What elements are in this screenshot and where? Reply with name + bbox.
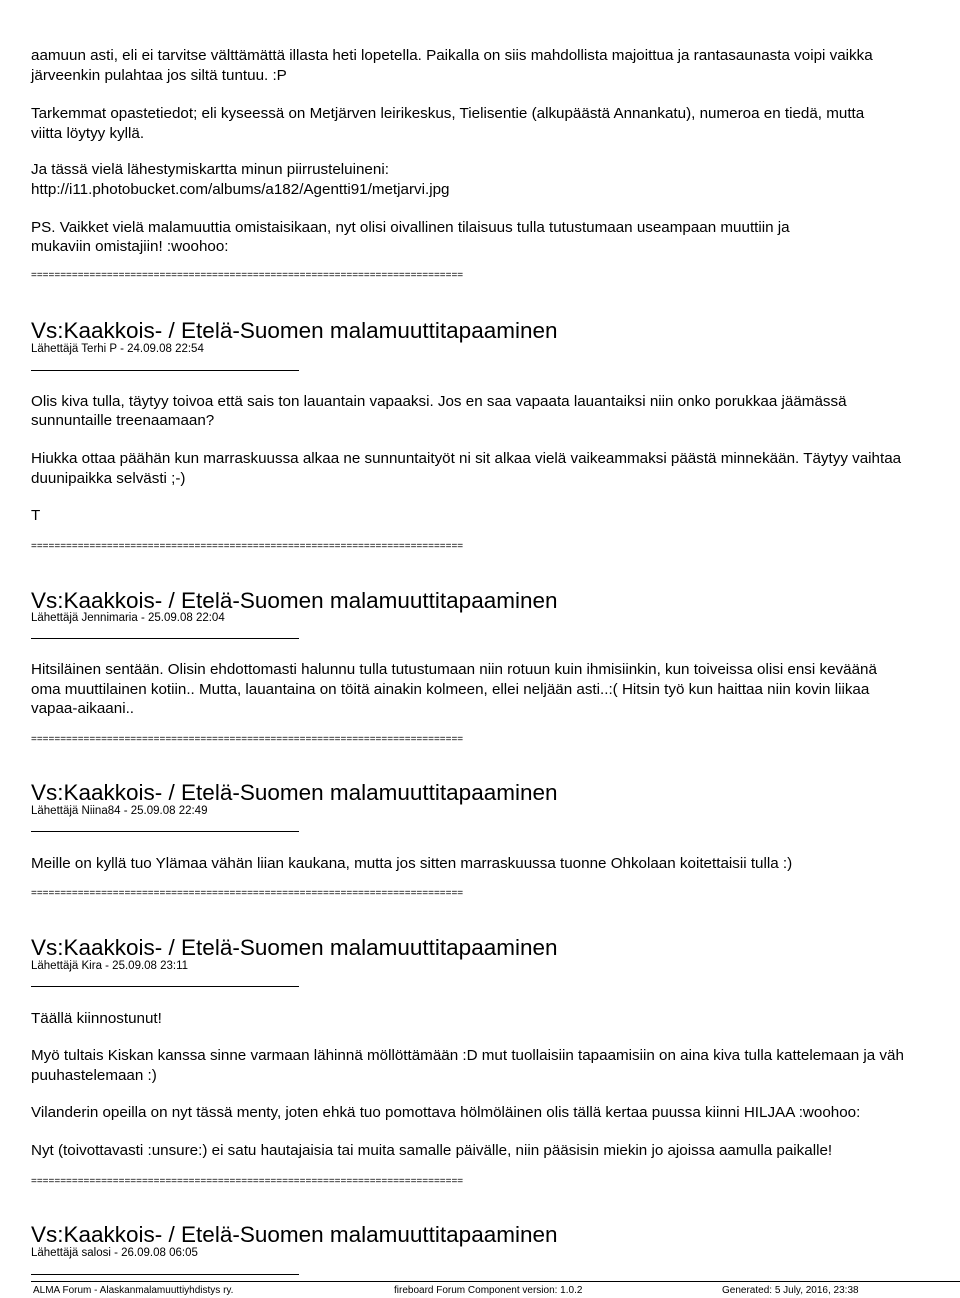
footer-component-version: fireboard Forum Component version: 1.0.2 (394, 1285, 583, 1296)
post-line: T (31, 507, 41, 524)
post-line: duunipaikka selvästi ;-) (31, 470, 186, 487)
post-line: Hiukka ottaa päähän kun marraskuussa alkaa ne sunnuntaityöt ni sit alkaa vielä vaikeammaksi päästä minnekään. Täytyy vaihtaa (31, 450, 902, 467)
post-rule (31, 638, 299, 639)
post-line: puuhastelemaan :) (31, 1067, 157, 1084)
post-line: Vilanderin opeilla on nyt tässä menty, joten ehkä tuo pomottava hölmöläinen olis tällä kertaa puussa kiinni HILJAA :woohoo: (31, 1104, 861, 1121)
post-rule (31, 370, 299, 371)
post-title: Vs:Kaakkois- / Etelä-Suomen malamuuttitapaaminen (31, 780, 558, 805)
intro-line: PS. Vaikket vielä malamuuttia omistaisikaan, nyt olisi oivallinen tilaisuus tulla tutustumaan useampaan muuttiin ja (31, 219, 790, 236)
post-line: vapaa-aikaani.. (31, 700, 135, 717)
post-title: Vs:Kaakkois- / Etelä-Suomen malamuuttitapaaminen (31, 588, 558, 613)
post-line: sunnuntaille treenaamaan? (31, 412, 215, 429)
footer-generated-date: Generated: 5 July, 2016, 23:38 (722, 1285, 859, 1296)
post-line: Täällä kiinnostunut! (31, 1010, 162, 1027)
post-rule (31, 831, 299, 832)
post-line: Nyt (toivottavasti :unsure:) ei satu hautajaisia tai muita samalle päivälle, niin pääsisin miekin jo ajoissa aamulla paikalle! (31, 1142, 833, 1159)
post-line: oma muuttilainen kotiin.. Mutta, lauantaina on töitä ainakin kolmeen, ellei neljään asti..:( Hitsin työ kun haittaa niin kovin liikaa (31, 681, 870, 698)
post-separator: ========================================================================== (31, 270, 464, 281)
intro-line: aamuun asti, eli ei tarvitse välttämättä illasta heti lopetella. Paikalla on siis mahdollista majoittua ja rantasaunasta voipi vaikka (31, 47, 873, 64)
post-meta: Lähettäjä Niina84 - 25.09.08 22:49 (31, 805, 208, 817)
post-line: Myö tultais Kiskan kanssa sinne varmaan lähinnä möllöttämään :D mut tuollaisiin tapaamisiin on aina kiva tulla kattelemaan ja väh (31, 1047, 904, 1064)
post-line: Olis kiva tulla, täytyy toivoa että sais ton lauantain vapaaksi. Jos en saa vapaata lauantaiksi niin onko porukkaa jäämässä (31, 393, 847, 410)
post-title: Vs:Kaakkois- / Etelä-Suomen malamuuttitapaaminen (31, 935, 558, 960)
post-title: Vs:Kaakkois- / Etelä-Suomen malamuuttitapaaminen (31, 1222, 558, 1247)
post-separator: ========================================================================== (31, 1176, 464, 1187)
post-rule (31, 986, 299, 987)
footer-site-name: ALMA Forum - Alaskanmalamuuttiyhdistys ry. (33, 1285, 234, 1296)
intro-line: viitta löytyy kyllä. (31, 125, 145, 142)
post-rule (31, 1274, 299, 1275)
post-title: Vs:Kaakkois- / Etelä-Suomen malamuuttitapaaminen (31, 318, 558, 343)
post-separator: ========================================================================== (31, 734, 464, 745)
post-line: Meille on kyllä tuo Ylämaa vähän liian kaukana, mutta jos sitten marraskuussa tuonne Ohkolaan koitettaisii tulla :) (31, 855, 793, 872)
post-meta: Lähettäjä salosi - 26.09.08 06:05 (31, 1247, 198, 1259)
post-line: Hitsiläinen sentään. Olisin ehdottomasti halunnu tulla tutustumaan niin rotuun kuin ihmisiinkin, kun toiveissa olisi ensi keväänä (31, 661, 877, 678)
post-meta: Lähettäjä Jennimaria - 25.09.08 22:04 (31, 612, 225, 624)
post-meta: Lähettäjä Kira - 25.09.08 23:11 (31, 960, 189, 972)
post-meta: Lähettäjä Terhi P - 24.09.08 22:54 (31, 343, 204, 355)
intro-line: mukaviin omistajiin! :woohoo: (31, 238, 229, 255)
page-footer (31, 1281, 960, 1298)
intro-line: Ja tässä vielä lähestymiskartta minun piirrusteluineni: (31, 161, 389, 178)
post-separator: ========================================================================== (31, 541, 464, 552)
post-separator: ========================================================================== (31, 888, 464, 899)
intro-line: Tarkemmat opastetiedot; eli kyseessä on Metjärven leirikeskus, Tielisentie (alkupäästä Annankatu), numeroa en tiedä, mutta (31, 105, 865, 122)
intro-line: järveenkin pulahtaa jos siltä tuntuu. :P (31, 67, 287, 84)
intro-link[interactable]: http://i11.photobucket.com/albums/a182/Agentti91/metjarvi.jpg (31, 181, 450, 198)
